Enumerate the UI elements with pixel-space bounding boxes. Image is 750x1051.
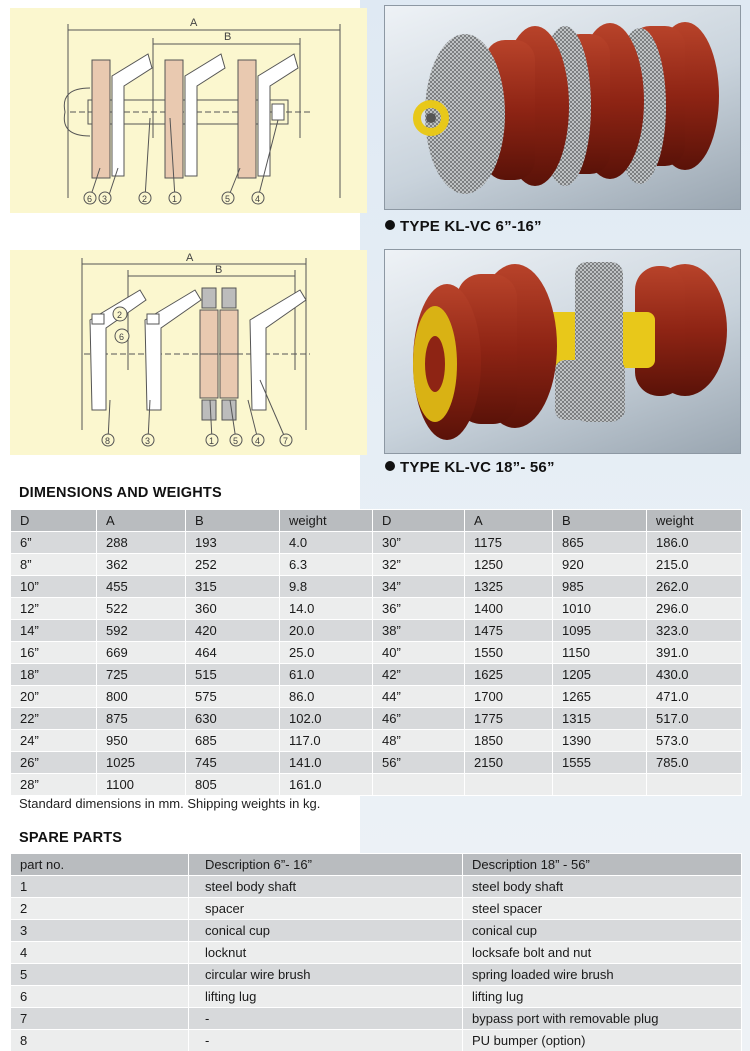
table-cell: 2 — [11, 898, 189, 920]
table-cell: 1475 — [465, 620, 553, 642]
table-cell: 20” — [11, 686, 97, 708]
table-cell: 785.0 — [647, 752, 742, 774]
table-cell: 28” — [11, 774, 97, 796]
table-cell: 20.0 — [280, 620, 373, 642]
table-cell: 34” — [373, 576, 465, 598]
part-label: 3 — [102, 194, 108, 204]
table-cell: 44” — [373, 686, 465, 708]
table-cell: circular wire brush — [189, 964, 463, 986]
product-caption: TYPE KL-VC 6”-16” — [385, 218, 542, 235]
table-cell: 517.0 — [647, 708, 742, 730]
table-row — [11, 1030, 742, 1051]
table-row — [11, 532, 742, 554]
table-cell: 30” — [373, 532, 465, 554]
table-cell: 117.0 — [280, 730, 373, 752]
header-cell: weight — [647, 510, 742, 532]
table-cell: 1010 — [553, 598, 647, 620]
table-row — [11, 708, 742, 730]
table-cell: 1325 — [465, 576, 553, 598]
part-label: 1 — [209, 436, 215, 446]
table-cell: 1265 — [553, 686, 647, 708]
table-cell: 40” — [373, 642, 465, 664]
technical-drawing-large — [10, 250, 367, 455]
table-cell: - — [189, 1030, 463, 1051]
part-label: 5 — [225, 194, 231, 204]
table-cell: 315 — [186, 576, 280, 598]
table-cell: spring loaded wire brush — [463, 964, 742, 986]
table-row — [11, 942, 742, 964]
table-cell: 1555 — [553, 752, 647, 774]
table-cell: 102.0 — [280, 708, 373, 730]
table-cell: 800 — [97, 686, 186, 708]
table-row — [11, 986, 742, 1008]
table-row — [11, 576, 742, 598]
table-cell: 323.0 — [647, 620, 742, 642]
header-cell: B — [186, 510, 280, 532]
table-row — [11, 752, 742, 774]
table-cell: 6” — [11, 532, 97, 554]
table-cell: 1 — [11, 876, 189, 898]
table-cell: 288 — [97, 532, 186, 554]
table-cell: 9.8 — [280, 576, 373, 598]
table-cell: 193 — [186, 532, 280, 554]
table-cell: 865 — [553, 532, 647, 554]
table-cell — [465, 774, 553, 796]
table-row — [11, 730, 742, 752]
table-cell: 61.0 — [280, 664, 373, 686]
table-header-row — [11, 510, 742, 532]
product-photo-small — [384, 5, 741, 210]
table-row — [11, 664, 742, 686]
header-cell: part no. — [11, 854, 189, 876]
table-cell: 10” — [11, 576, 97, 598]
table-cell — [553, 774, 647, 796]
table-cell: steel body shaft — [463, 876, 742, 898]
table-cell: 455 — [97, 576, 186, 598]
part-label: 4 — [255, 194, 261, 204]
table-row — [11, 642, 742, 664]
header-cell: Description 6”- 16” — [189, 854, 463, 876]
table-cell: 12” — [11, 598, 97, 620]
table-cell: 522 — [97, 598, 186, 620]
header-cell: A — [465, 510, 553, 532]
table-cell: 805 — [186, 774, 280, 796]
table-cell: 4 — [11, 942, 189, 964]
table-cell: 22” — [11, 708, 97, 730]
table-row — [11, 554, 742, 576]
table-cell: 262.0 — [647, 576, 742, 598]
part-label: 6 — [119, 332, 125, 342]
part-label: 5 — [233, 436, 239, 446]
spare-parts-table — [10, 853, 742, 1051]
table-cell: 6 — [11, 986, 189, 1008]
table-cell: 920 — [553, 554, 647, 576]
table-cell: 1625 — [465, 664, 553, 686]
table-cell: spacer — [189, 898, 463, 920]
table-cell: 296.0 — [647, 598, 742, 620]
dimensions-table — [10, 509, 742, 796]
table-cell: - — [189, 1008, 463, 1030]
table-cell: 575 — [186, 686, 280, 708]
header-cell: D — [11, 510, 97, 532]
table-cell: 18” — [11, 664, 97, 686]
table-cell: 4.0 — [280, 532, 373, 554]
part-label: 4 — [255, 436, 261, 446]
table-cell: 46” — [373, 708, 465, 730]
table-cell: 8 — [11, 1030, 189, 1051]
part-label: 1 — [172, 194, 178, 204]
table-cell: PU bumper (option) — [463, 1030, 742, 1051]
table-cell: 5 — [11, 964, 189, 986]
table-cell: 630 — [186, 708, 280, 730]
part-label: 3 — [145, 436, 151, 446]
part-label: 6 — [87, 194, 93, 204]
part-label: 2 — [117, 310, 123, 320]
table-row — [11, 774, 742, 796]
table-row — [11, 598, 742, 620]
table-cell: 420 — [186, 620, 280, 642]
table-row — [11, 898, 742, 920]
table-cell: 985 — [553, 576, 647, 598]
units-note: Standard dimensions in mm. Shipping weights in kg. — [19, 796, 321, 811]
table-cell: 7 — [11, 1008, 189, 1030]
table-cell: 6.3 — [280, 554, 373, 576]
table-cell: 1025 — [97, 752, 186, 774]
table-cell: lifting lug — [189, 986, 463, 1008]
header-cell: A — [97, 510, 186, 532]
table-cell: 2150 — [465, 752, 553, 774]
table-cell: 26” — [11, 752, 97, 774]
table-cell: 3 — [11, 920, 189, 942]
table-cell: lifting lug — [463, 986, 742, 1008]
header-cell: B — [553, 510, 647, 532]
table-cell — [647, 774, 742, 796]
table-cell: 1095 — [553, 620, 647, 642]
table-row — [11, 920, 742, 942]
table-cell: conical cup — [189, 920, 463, 942]
table-cell: 515 — [186, 664, 280, 686]
table-cell: steel body shaft — [189, 876, 463, 898]
table-cell: 669 — [97, 642, 186, 664]
table-cell: 745 — [186, 752, 280, 774]
table-header-row — [11, 854, 742, 876]
table-cell: locksafe bolt and nut — [463, 942, 742, 964]
header-cell: D — [373, 510, 465, 532]
table-cell: 42” — [373, 664, 465, 686]
table-cell: 252 — [186, 554, 280, 576]
table-cell: 186.0 — [647, 532, 742, 554]
table-cell: 592 — [97, 620, 186, 642]
table-cell: 36” — [373, 598, 465, 620]
product-caption: TYPE KL-VC 18”- 56” — [385, 459, 555, 476]
table-cell: 360 — [186, 598, 280, 620]
table-cell: 725 — [97, 664, 186, 686]
table-cell: 1150 — [553, 642, 647, 664]
table-cell: 362 — [97, 554, 186, 576]
dim-label-a: A — [190, 17, 198, 29]
table-cell: 1400 — [465, 598, 553, 620]
bullet-icon — [385, 220, 395, 230]
table-row — [11, 686, 742, 708]
bullet-icon — [385, 461, 395, 471]
table-cell: 1850 — [465, 730, 553, 752]
table-cell: 161.0 — [280, 774, 373, 796]
table-cell: steel spacer — [463, 898, 742, 920]
table-cell: 1100 — [97, 774, 186, 796]
header-cell: weight — [280, 510, 373, 532]
table-cell: bypass port with removable plug — [463, 1008, 742, 1030]
table-cell: 1390 — [553, 730, 647, 752]
table-row — [11, 620, 742, 642]
table-cell: 950 — [97, 730, 186, 752]
dim-label-a: A — [186, 252, 194, 264]
table-row — [11, 1008, 742, 1030]
table-cell: 32” — [373, 554, 465, 576]
table-row — [11, 876, 742, 898]
table-cell: 56” — [373, 752, 465, 774]
table-cell: 1775 — [465, 708, 553, 730]
table-cell: conical cup — [463, 920, 742, 942]
table-cell: 14.0 — [280, 598, 373, 620]
dim-label-b: B — [215, 264, 223, 276]
table-cell: 685 — [186, 730, 280, 752]
part-label: 7 — [283, 436, 289, 446]
part-label: 8 — [105, 436, 111, 446]
table-cell: 24” — [11, 730, 97, 752]
table-cell: 875 — [97, 708, 186, 730]
dim-label-b: B — [224, 31, 232, 43]
table-cell: 391.0 — [647, 642, 742, 664]
product-photo-large — [384, 249, 741, 454]
table-cell: 471.0 — [647, 686, 742, 708]
table-cell: 14” — [11, 620, 97, 642]
table-cell: 464 — [186, 642, 280, 664]
table-cell: 48” — [373, 730, 465, 752]
table-cell: locknut — [189, 942, 463, 964]
table-cell: 430.0 — [647, 664, 742, 686]
table-cell: 573.0 — [647, 730, 742, 752]
table-cell: 1550 — [465, 642, 553, 664]
table-cell: 1250 — [465, 554, 553, 576]
dimensions-title: DIMENSIONS AND WEIGHTS — [19, 485, 222, 501]
table-cell: 8” — [11, 554, 97, 576]
table-cell: 215.0 — [647, 554, 742, 576]
table-cell: 1205 — [553, 664, 647, 686]
table-cell: 38” — [373, 620, 465, 642]
table-cell: 141.0 — [280, 752, 373, 774]
part-label: 2 — [142, 194, 148, 204]
table-cell: 25.0 — [280, 642, 373, 664]
table-cell: 1175 — [465, 532, 553, 554]
table-cell: 1700 — [465, 686, 553, 708]
table-row — [11, 964, 742, 986]
table-cell: 16” — [11, 642, 97, 664]
spare-parts-title: SPARE PARTS — [19, 830, 123, 846]
table-cell — [373, 774, 465, 796]
technical-drawing-small — [10, 8, 367, 213]
header-cell: Description 18” - 56” — [463, 854, 742, 876]
table-cell: 1315 — [553, 708, 647, 730]
table-cell: 86.0 — [280, 686, 373, 708]
